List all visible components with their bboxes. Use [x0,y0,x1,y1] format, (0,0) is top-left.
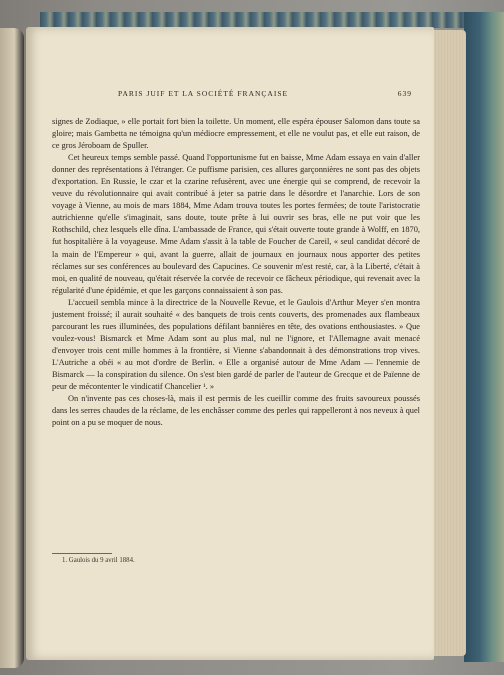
paragraph: On n'invente pas ces choses-là, mais il est permis de les cueillir comme des fruits savoureux poussés dans les serres chaudes de la réclame, de les enchâsser comme des perles qui rappelleront à nos neveux à quel point on a pu se moquer de nous. [52,394,420,428]
book-cover-right-edge [464,12,504,662]
facing-page-edge [0,28,24,668]
footnote: 1. Gaulois du 9 avril 1884. [62,557,135,564]
footnote-divider [52,553,112,554]
paragraph: signes de Zodiaque, » elle portait fort bien la toilette. Un moment, elle espéra épouser Salomon dans toute sa gloire; mais Gambetta ne témoigna qu'un médiocre empressement, et elle ne voulut pas, et elle eut raison, de ce gros Jéroboam de Spuller. [52,117,420,151]
page-header [68,89,420,103]
paragraph: Cet heureux temps semble passé. Quand l'opportunisme fut en baisse, Mme Adam essaya en vain d'aller donner des représentations à l'étranger. Ce puffisme parisien, ces allures garçonnières ne sont pas des objets d'exportation. En Russie, le czar et la czarine refusèrent, avec une énergie qui se comprend, de recevoir la veuve du révolutionnaire qui avait contribué à jeter sa patrie dans le désordre et l'anarchie. Lors de son voyage à Vienne, au mois de mars 1884, Mme Adam trouva toutes les portes fermées; de toute l'aristocratie autrichienne qu'elle s'imaginait, sans doute, toute prête à lui ouvrir ses bras, elle ne put voir que les Rothschild, chez lesquels elle dîna. L'ambassade de France, qui s'était ouverte toute grande à Wolff, en 1870, fut hospitalière à la voyageuse. Mme Adam s'assit à la table de Foucher de Careil, « seul candidat décoré de la main de l'Empereur » qui, avant la guerre, allait de journaux en journaux nous apporter des petites réclames sur ses conférences au boulevard des Capucines. Ce souvenir m'est resté, car, à la Liberté, c'était à moi, en qualité de nouveau, qu'était réservée la corvée de recevoir ce fâcheux périodique, qui revenait avec la régularité d'une épidémie, et que les garçons connaissaient à son pas. [52,153,420,295]
body-text [52,116,420,429]
page-block-edges [432,30,466,656]
page-number: 639 [397,89,412,98]
running-title: PARIS JUIF ET LA SOCIÉTÉ FRANÇAISE [118,89,289,98]
book-cover-top-edge [40,12,480,28]
paragraph: L'accueil sembla mince à la directrice de la Nouvelle Revue, et le Gaulois d'Arthur Meyer s'en montra justement froissé; il aurait souhaité « des banquets de trois cents couverts, des promenades aux flambeaux parcourant les rues illuminées, des populations défilant bannières en tête, des ovations enthousiastes. » Que voulez-vous! Bismarck et Mme Adam sont au plus mal, nul ne l'ignore, et l'Allemagne avait menacé d'envoyer trois cent mille hommes à la frontière, si Vienne s'abandonnait à des démonstrations trop vives. L'Autriche a obéi « au mot d'ordre de Berlin. « Elle a organisé autour de Mme Adam — l'ennemie de Bismarck — la conspiration du silence. On s'est bien gardé de parler de l'auteur de Grecque et de Païenne de peur de mécontenter le vindicatif Chancelier ¹. » [52,297,420,392]
